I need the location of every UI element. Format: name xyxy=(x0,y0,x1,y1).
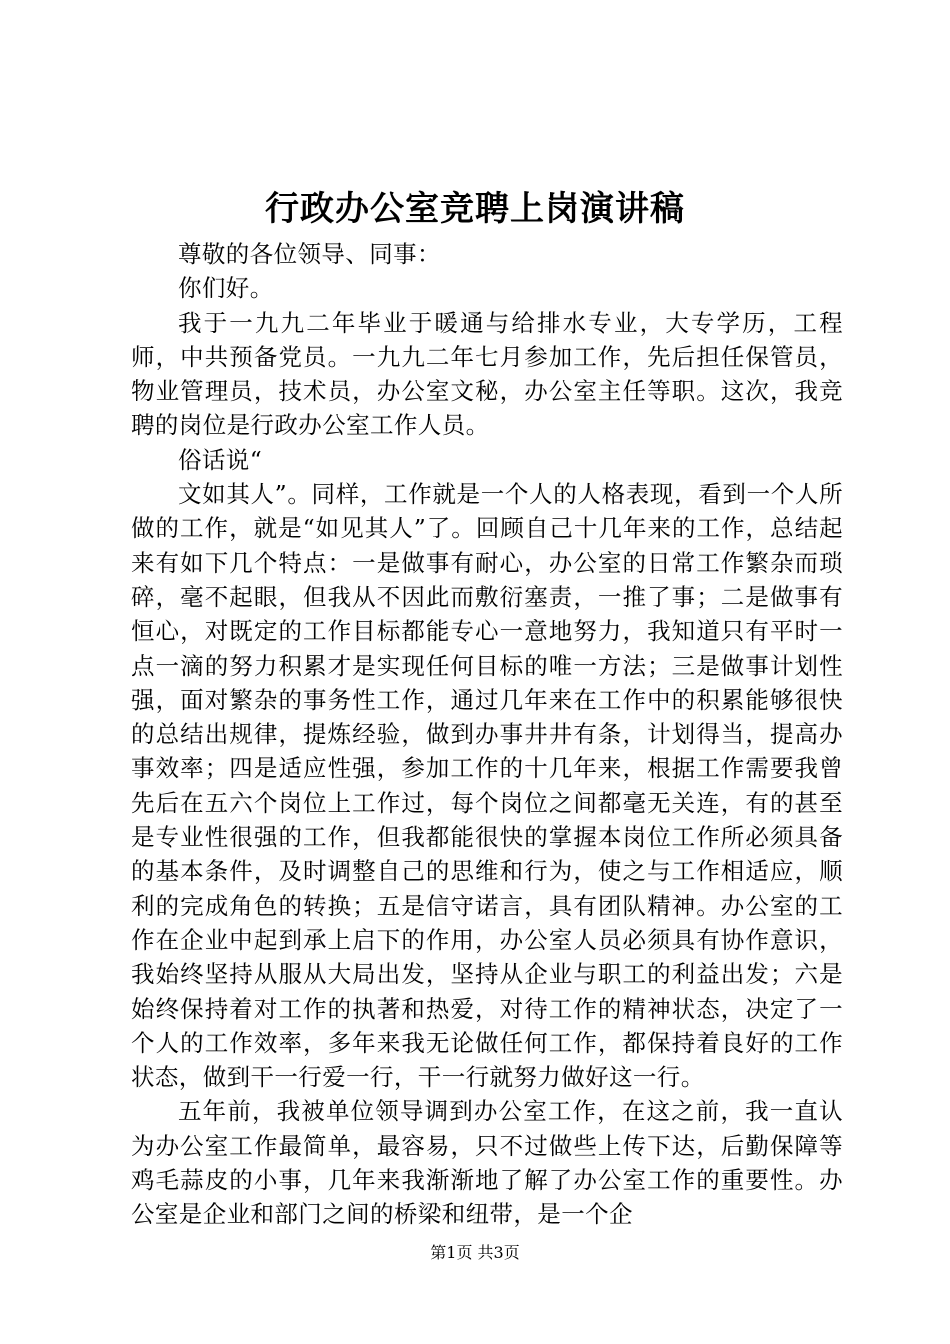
paragraph-greeting: 你们好。 xyxy=(178,274,274,303)
document-title: 行政办公室竞聘上岗演讲稿 xyxy=(265,189,685,229)
page-number-footer: 第1页 共3页 xyxy=(430,1243,520,1262)
paragraph-work-traits: 文如其人”。同样，工作就是一个人的人格表现，看到一个人所做的工作，就是“如见其人”了。回顾自己十几年来的工作，总结起来有如下几个特点：一是做事有耐心，办公室的日常工作繁杂而琐碎，毫不起眼，但我从不因此而敷衍塞责，一推了事；二是做事有恒心，对既定的工作目标都能专心一意地努力，我知道只有平时一点一滴的努力积累才是实现任何目标的唯一方法；三是做事计划性强，面对繁杂的事务性工作，通过几年来在工作中的积累能够很快的总结出规律，提炼经验，做到办事井井有条，计划得当，提高办事效率；四是适应性强，参加工作的十几年来，根据工作需要我曾先后在五六个岗位上工作过，每个岗位之间都毫无关连，有的甚至是专业性很强的工作，但我都能很快的掌握本岗位工作所必须具备的基本条件，及时调整自己的思维和行为，使之与工作相适应，顺利的完成角色的转换；五是信守诺言，具有团队精神。办公室的工作在企业中起到承上启下的作用，办公室人员必须具有协作意识，我始终坚持从服从大局出发，坚持从企业与职工的利益出发；六是始终保持着对工作的执著和热爱，对待工作的精神状态，决定了一个人的工作效率，多年来我无论做任何工作，都保持着良好的工作状态，做到干一行爱一行，干一行就努力做好这一行。 xyxy=(131,480,843,1092)
paragraph-proverb-start: 俗话说“ xyxy=(178,445,263,474)
paragraph-office-experience: 五年前，我被单位领导调到办公室工作，在这之前，我一直认为办公室工作最简单，最容易，只不过做些上传下达，后勤保障等鸡毛蒜皮的小事，几年来我渐渐地了解了办公室工作的重要性。办公室是企业和部门之间的桥梁和纽带，是一个企 xyxy=(131,1097,843,1229)
paragraph-salutation: 尊敬的各位领导、同事： xyxy=(178,240,441,268)
document-body xyxy=(131,237,843,1232)
paragraph-introduction: 我于一九九二年毕业于暖通与给排水专业，大专学历，工程师，中共预备党员。一九九二年七月参加工作，先后担任保管员，物业管理员，技术员，办公室文秘，办公室主任等职。这次，我竞聘的岗位是行政办公室工作人员。 xyxy=(131,308,843,440)
